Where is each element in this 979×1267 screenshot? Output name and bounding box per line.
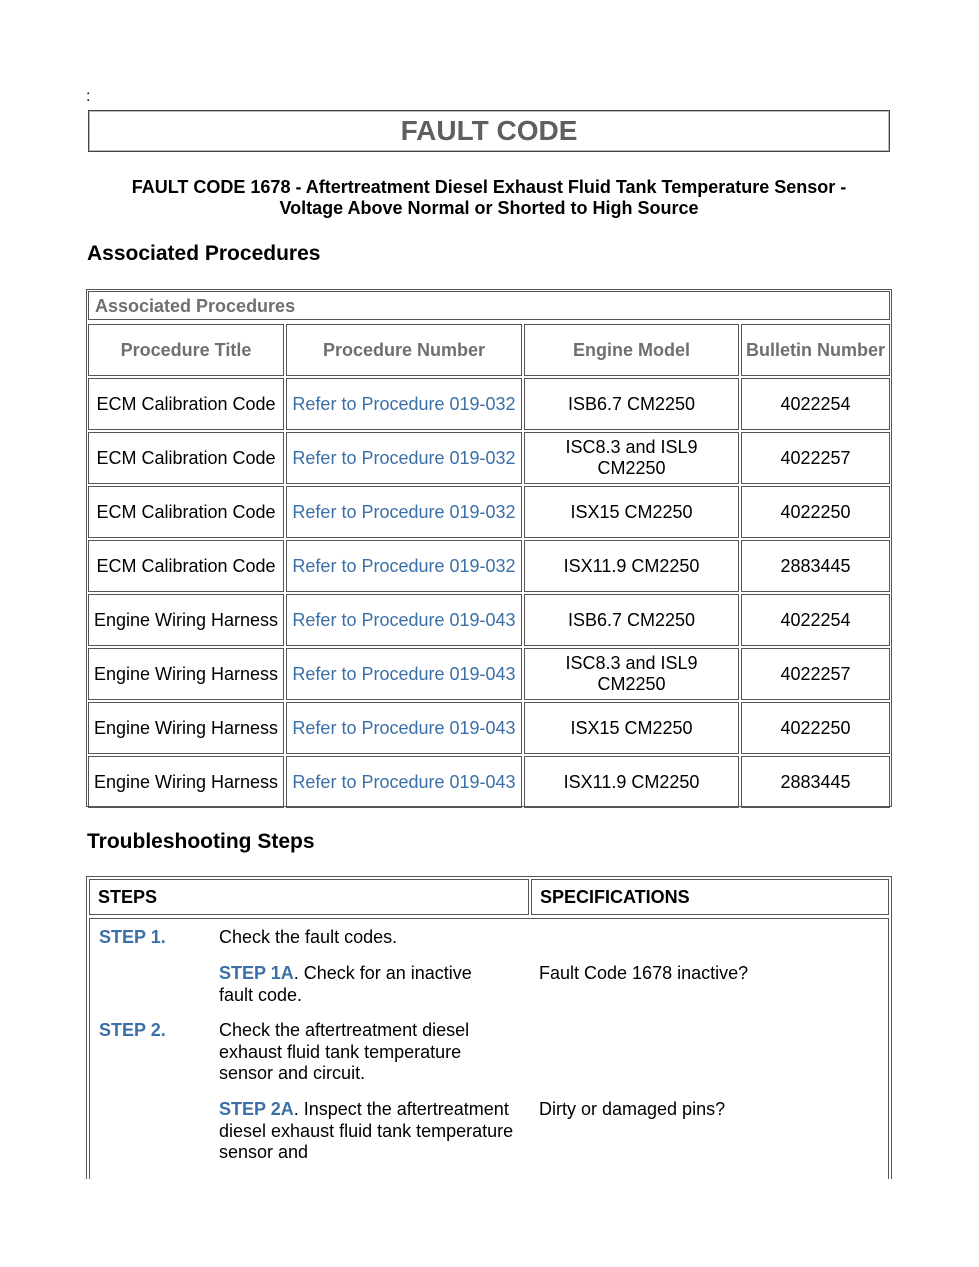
troubleshooting-steps-table bbox=[86, 876, 892, 1179]
procedure-number-link[interactable]: Refer to Procedure 019-032 bbox=[286, 378, 522, 430]
bulletin-number-cell: 2883445 bbox=[741, 540, 890, 592]
step-2a-spec: Dirty or damaged pins? bbox=[539, 1099, 726, 1119]
step-1a bbox=[219, 963, 509, 1006]
table-row bbox=[88, 594, 890, 646]
table-row bbox=[88, 702, 890, 754]
fault-code-title bbox=[88, 177, 890, 219]
engine-model-cell: ISC8.3 and ISL9 CM2250 bbox=[524, 432, 739, 484]
step-1a-label: STEP 1A bbox=[219, 963, 294, 983]
procedure-number-link[interactable]: Refer to Procedure 019-043 bbox=[286, 756, 522, 808]
table-row bbox=[88, 648, 890, 700]
steps-body bbox=[89, 918, 889, 1179]
procedure-title-cell: Engine Wiring Harness bbox=[88, 756, 284, 808]
engine-model-cell: ISX15 CM2250 bbox=[524, 702, 739, 754]
header-procedure-title: Procedure Title bbox=[88, 324, 284, 376]
step-2-text: Check the aftertreatment diesel exhaust fluid tank temperature sensor and circuit. bbox=[219, 1020, 470, 1083]
bulletin-number-cell: 4022257 bbox=[741, 432, 890, 484]
procedure-title-cell: ECM Calibration Code bbox=[88, 378, 284, 430]
engine-model-cell: ISB6.7 CM2250 bbox=[524, 378, 739, 430]
engine-model-cell: ISX11.9 CM2250 bbox=[524, 756, 739, 808]
step-1a-text: . Check for an inactive fault code. bbox=[219, 963, 472, 1005]
procedure-number-link[interactable]: Refer to Procedure 019-032 bbox=[286, 540, 522, 592]
procedure-title-cell: Engine Wiring Harness bbox=[88, 594, 284, 646]
step-1a-spec: Fault Code 1678 inactive? bbox=[539, 963, 749, 983]
fault-code-title-line2: Voltage Above Normal or Shorted to High Source bbox=[279, 198, 699, 218]
procedure-title-cell: ECM Calibration Code bbox=[88, 432, 284, 484]
associated-procedures-table bbox=[86, 289, 892, 807]
bulletin-number-cell: 4022257 bbox=[741, 648, 890, 700]
bulletin-number-cell: 4022254 bbox=[741, 594, 890, 646]
table-row bbox=[88, 378, 890, 430]
procedure-title-cell: Engine Wiring Harness bbox=[88, 648, 284, 700]
step-1-text: Check the fault codes. bbox=[219, 927, 398, 947]
header-specifications: SPECIFICATIONS bbox=[531, 879, 889, 915]
troubleshooting-steps-heading: Troubleshooting Steps bbox=[87, 830, 315, 853]
engine-model-cell: ISX15 CM2250 bbox=[524, 486, 739, 538]
table-row bbox=[88, 486, 890, 538]
procedure-number-link[interactable]: Refer to Procedure 019-043 bbox=[286, 648, 522, 700]
bulletin-number-cell: 4022254 bbox=[741, 378, 890, 430]
header-bulletin-number: Bulletin Number bbox=[741, 324, 890, 376]
step-2a bbox=[219, 1099, 515, 1164]
step-2-label: STEP 2. bbox=[99, 1020, 166, 1040]
procedure-number-link[interactable]: Refer to Procedure 019-043 bbox=[286, 594, 522, 646]
procedure-number-link[interactable]: Refer to Procedure 019-032 bbox=[286, 486, 522, 538]
step-2a-text: . Inspect the aftertreatment diesel exhaust fluid tank temperature sensor and bbox=[219, 1099, 514, 1162]
table-row bbox=[88, 540, 890, 592]
table-row bbox=[88, 432, 890, 484]
header-steps: STEPS bbox=[89, 879, 529, 915]
procedure-title-cell: ECM Calibration Code bbox=[88, 540, 284, 592]
procedure-title-cell: Engine Wiring Harness bbox=[88, 702, 284, 754]
bulletin-number-cell: 4022250 bbox=[741, 486, 890, 538]
bulletin-number-cell: 4022250 bbox=[741, 702, 890, 754]
table-row bbox=[88, 756, 890, 808]
engine-model-cell: ISX11.9 CM2250 bbox=[524, 540, 739, 592]
fault-code-title-line1: FAULT CODE 1678 - Aftertreatment Diesel Exhaust Fluid Tank Temperature Sensor - bbox=[131, 177, 847, 197]
header-engine-model: Engine Model bbox=[524, 324, 739, 376]
procedure-number-link[interactable]: Refer to Procedure 019-043 bbox=[286, 702, 522, 754]
procedures-grid bbox=[86, 322, 892, 810]
step-1-label: STEP 1. bbox=[99, 927, 166, 947]
table-caption: Associated Procedures bbox=[88, 291, 890, 320]
engine-model-cell: ISB6.7 CM2250 bbox=[524, 594, 739, 646]
associated-procedures-heading: Associated Procedures bbox=[87, 242, 321, 265]
step-2a-label: STEP 2A bbox=[219, 1099, 294, 1119]
procedure-title-cell: ECM Calibration Code bbox=[88, 486, 284, 538]
engine-model-cell: ISC8.3 and ISL9 CM2250 bbox=[524, 648, 739, 700]
procedure-number-link[interactable]: Refer to Procedure 019-032 bbox=[286, 432, 522, 484]
bulletin-number-cell: 2883445 bbox=[741, 756, 890, 808]
header-procedure-number: Procedure Number bbox=[286, 324, 522, 376]
page-colon: : bbox=[86, 88, 91, 105]
fault-code-banner: FAULT CODE bbox=[88, 110, 890, 152]
